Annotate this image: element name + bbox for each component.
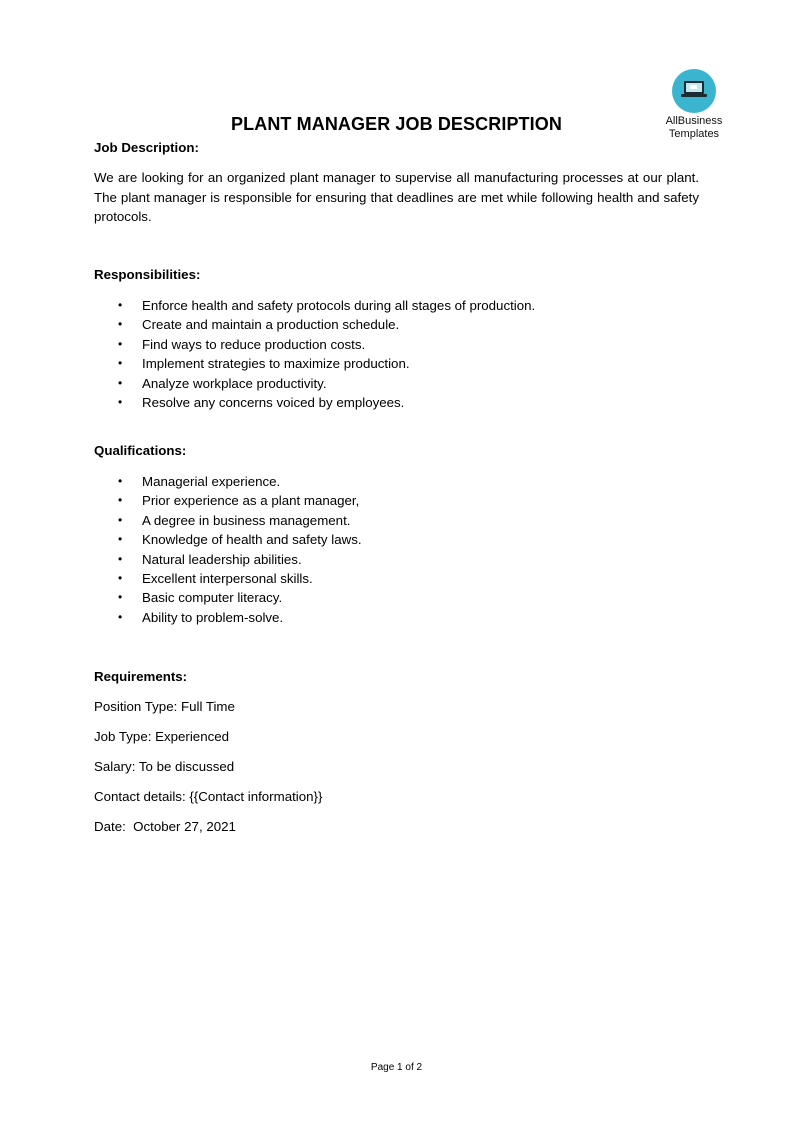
logo-text-line2: Templates <box>668 128 720 140</box>
bullet-icon: • <box>118 336 123 351</box>
laptop-icon <box>672 69 716 113</box>
list-item: • Enforce health and safety protocols during all stages of production. <box>94 296 535 315</box>
job-type: Job Type: Experienced <box>94 729 230 744</box>
requirements-heading: Requirements: <box>94 669 188 684</box>
list-item: • Ability to problem-solve. <box>94 608 362 627</box>
bullet-icon: • <box>118 590 123 605</box>
bullet-icon: • <box>118 317 123 332</box>
bullet-icon: • <box>118 394 123 409</box>
list-item: • Basic computer literacy. <box>94 588 362 607</box>
list-item: • Resolve any concerns voiced by employees. <box>94 393 535 412</box>
qualifications-list <box>94 472 362 627</box>
job-description-heading: Job Description: <box>94 140 199 155</box>
bullet-icon: • <box>118 609 123 624</box>
list-item: • Prior experience as a plant manager, <box>94 491 362 510</box>
bullet-icon: • <box>118 532 123 547</box>
bullet-icon: • <box>118 551 123 566</box>
list-item: • Create and maintain a production schedule. <box>94 315 535 334</box>
bullet-icon: • <box>118 570 123 585</box>
bullet-icon: • <box>118 493 123 508</box>
responsibilities-list <box>94 296 535 412</box>
list-item: • Natural leadership abilities. <box>94 550 362 569</box>
list-item: • A degree in business management. <box>94 511 362 530</box>
list-item: • Knowledge of health and safety laws. <box>94 530 362 549</box>
list-item: • Excellent interpersonal skills. <box>94 569 362 588</box>
salary: Salary: To be discussed <box>94 759 235 774</box>
list-item: • Implement strategies to maximize production. <box>94 354 535 373</box>
list-item: • Managerial experience. <box>94 472 362 491</box>
bullet-icon: • <box>118 298 123 312</box>
qualifications-heading: Qualifications: <box>94 443 187 458</box>
bullet-icon: • <box>118 356 123 371</box>
date: Date: October 27, 2021 <box>94 819 236 834</box>
list-item: • Analyze workplace productivity. <box>94 374 535 393</box>
bullet-icon: • <box>118 512 123 527</box>
position-type: Position Type: Full Time <box>94 699 235 714</box>
responsibilities-heading: Responsibilities: <box>94 267 201 282</box>
page-number: Page 1 of 2 <box>370 1062 423 1073</box>
logo-text-line1: AllBusiness <box>665 115 723 127</box>
job-description-text: We are looking for an organized plant manager to supervise all manufacturing processes at our plant. The plant manager is responsible for ensuring that deadlines are met while following health and safety protocols. <box>94 170 699 224</box>
contact-details: Contact details: {{Contact information}} <box>94 789 323 804</box>
bullet-icon: • <box>118 474 123 488</box>
list-item: • Find ways to reduce production costs. <box>94 335 535 354</box>
document-title: PLANT MANAGER JOB DESCRIPTION <box>231 114 562 134</box>
bullet-icon: • <box>118 375 123 390</box>
